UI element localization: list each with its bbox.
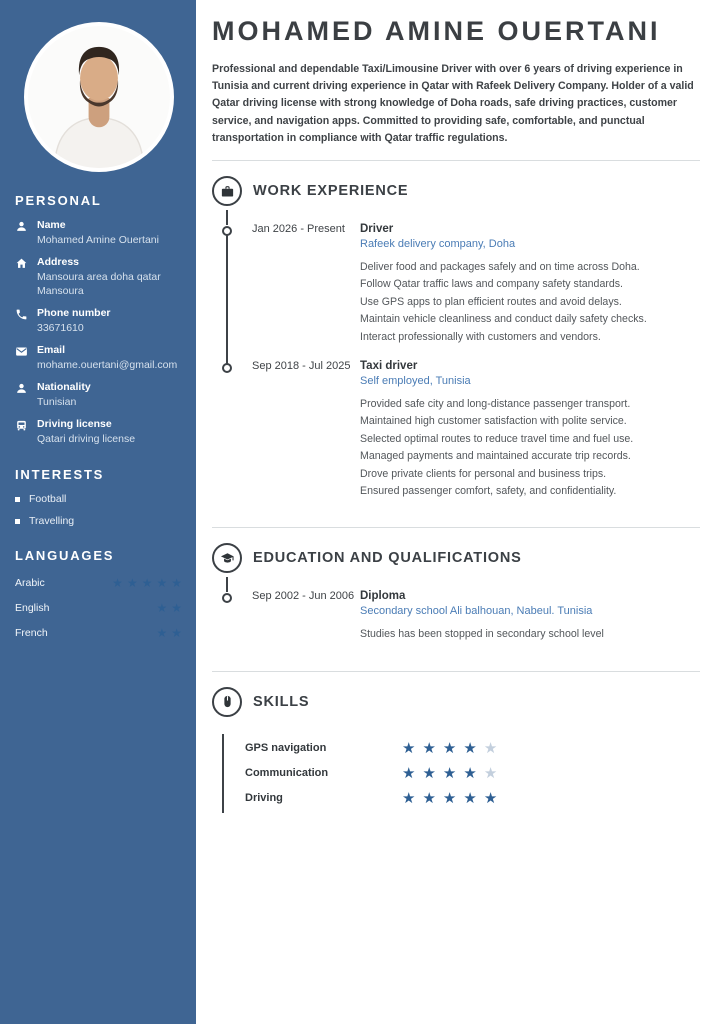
skill-name: Driving [245, 792, 283, 805]
star-icon: ★ [422, 789, 436, 807]
description-line: Deliver food and packages safely and on time across Doha. [360, 261, 640, 274]
entry-job-title: Driver [360, 223, 394, 236]
field-values [37, 395, 91, 409]
star-icon: ★ [156, 576, 168, 590]
entry-organization: Rafeek delivery company, Doha [360, 238, 516, 251]
interest-label: Football [29, 493, 67, 505]
user-icon [15, 382, 28, 409]
car-icon [15, 419, 28, 446]
star-icon: ★ [156, 601, 168, 615]
entry-dates: Sep 2002 - Jun 2006 [252, 590, 355, 603]
star-icon: ★ [483, 789, 498, 807]
field-values [37, 270, 161, 298]
entry-body [360, 360, 633, 500]
person-portrait-icon [28, 26, 170, 168]
entry-description [360, 259, 647, 346]
square-bullet-icon [15, 519, 20, 524]
skill-star-rating [402, 764, 504, 783]
star-icon: ★ [171, 626, 182, 640]
skill-row [245, 736, 700, 761]
work-entry [222, 223, 700, 360]
personal-field [15, 418, 182, 446]
skill-star-rating [402, 739, 504, 758]
field-value: Mansoura area doha qatar [37, 271, 161, 283]
personal-fields [15, 219, 182, 446]
language-name: French [15, 627, 48, 639]
interest-item [15, 515, 182, 527]
skill-row [245, 786, 700, 811]
field-values [37, 321, 111, 335]
graduation-cap-icon [212, 543, 242, 573]
star-icon: ★ [463, 764, 477, 782]
personal-field [15, 256, 182, 298]
languages-section-heading: LANGUAGES [15, 548, 115, 563]
language-row [15, 574, 182, 592]
star-icon: ★ [126, 576, 138, 590]
education-entry [222, 590, 700, 657]
personal-section-heading: PERSONAL [15, 193, 102, 208]
skills-list [222, 734, 700, 813]
divider [212, 527, 700, 528]
language-star-rating [108, 574, 182, 592]
star-icon: ★ [171, 601, 182, 615]
home-icon [15, 257, 28, 298]
sidebar [0, 0, 196, 1024]
languages-list [15, 574, 182, 642]
briefcase-icon [212, 176, 242, 206]
description-line: Interact professionally with customers and vendors. [360, 330, 601, 343]
star-icon: ★ [483, 764, 498, 782]
skill-name: Communication [245, 767, 329, 780]
candidate-name: MOHAMED AMINE OUERTANI [212, 16, 661, 46]
star-icon: ★ [402, 764, 416, 782]
entry-school: Secondary school Ali balhouan, Nabeul. Tunisia [360, 605, 593, 618]
description-line: Maintained high customer satisfaction with polite service. [360, 415, 627, 428]
skill-star-rating [402, 789, 504, 808]
description-line: Maintain vehicle cleanliness and conduct daily safety checks. [360, 313, 647, 326]
star-icon: ★ [402, 739, 416, 757]
user-icon [15, 220, 28, 247]
field-label: Phone number [37, 307, 111, 319]
description-line: Managed payments and maintained accurate trip records. [360, 450, 631, 463]
language-row [15, 599, 182, 617]
field-value: Tunisian [37, 396, 77, 408]
star-icon: ★ [463, 789, 477, 807]
entry-organization: Self employed, Tunisia [360, 375, 471, 388]
skill-name: GPS navigation [245, 742, 327, 755]
personal-field [15, 307, 182, 335]
star-icon: ★ [112, 576, 123, 590]
field-value: Mansoura [37, 285, 84, 297]
skills-section-header [212, 687, 700, 717]
interests-list [15, 493, 182, 527]
entry-body [360, 223, 647, 346]
language-star-rating [152, 624, 182, 642]
field-value: Qatari driving license [37, 433, 136, 445]
phone-icon [15, 308, 28, 335]
star-icon: ★ [422, 764, 436, 782]
field-value: 33671610 [37, 322, 84, 334]
interest-item [15, 493, 182, 505]
language-name: English [15, 602, 50, 614]
description-line: Studies has been stopped in secondary school level [360, 628, 604, 641]
field-label: Nationality [37, 381, 91, 393]
star-icon: ★ [141, 576, 153, 590]
work-entry [222, 360, 700, 514]
education-section-header [212, 543, 700, 573]
field-body [37, 418, 135, 446]
entry-dates: Jan 2026 - Present [252, 223, 345, 236]
field-label: Driving license [37, 418, 112, 430]
field-body [37, 344, 177, 372]
field-body [37, 381, 91, 409]
star-icon: ★ [171, 576, 182, 590]
entry-job-title: Taxi driver [360, 360, 418, 373]
field-values [37, 432, 135, 446]
description-line: Ensured passenger comfort, safety, and confidentiality. [360, 485, 617, 498]
description-line: Use GPS apps to plan efficient routes and avoid delays. [360, 295, 622, 308]
star-icon: ★ [463, 739, 477, 757]
work-section-header [212, 176, 700, 206]
envelope-icon [15, 345, 28, 372]
language-row [15, 624, 182, 642]
field-value: mohame.ouertani@gmail.com [37, 359, 178, 371]
entry-dates: Sep 2018 - Jul 2025 [252, 360, 351, 373]
star-icon: ★ [422, 739, 436, 757]
education-section-title: EDUCATION AND QUALIFICATIONS [253, 550, 522, 567]
skills-section-title: SKILLS [253, 693, 310, 710]
language-name: Arabic [15, 577, 45, 589]
interests-section-heading: INTERESTS [15, 467, 105, 482]
entry-description [360, 396, 633, 500]
entry-description [360, 626, 604, 643]
field-value: Mohamed Amine Ouertani [37, 234, 159, 246]
personal-field [15, 344, 182, 372]
star-icon: ★ [442, 764, 457, 782]
star-icon: ★ [402, 789, 416, 807]
main-content [196, 0, 724, 1024]
field-label: Name [37, 219, 66, 231]
entry-body [360, 590, 604, 643]
description-line: Provided safe city and long-distance passenger transport. [360, 398, 631, 411]
personal-field [15, 219, 182, 247]
language-star-rating [152, 599, 182, 617]
field-values [37, 233, 159, 247]
personal-field [15, 381, 182, 409]
divider [212, 671, 700, 672]
star-icon: ★ [442, 789, 457, 807]
work-timeline [222, 223, 700, 514]
entry-degree-title: Diploma [360, 590, 406, 603]
mouse-icon [212, 687, 242, 717]
star-icon: ★ [483, 739, 498, 757]
field-label: Email [37, 344, 66, 356]
description-line: Follow Qatar traffic laws and company safety standards. [360, 278, 624, 291]
field-body [37, 219, 159, 247]
field-body [37, 256, 161, 298]
description-line: Drove private clients for personal and business trips. [360, 467, 607, 480]
interest-label: Travelling [29, 515, 75, 527]
field-body [37, 307, 111, 335]
square-bullet-icon [15, 497, 20, 502]
profile-photo [24, 22, 174, 172]
star-icon: ★ [442, 739, 457, 757]
field-label: Address [37, 256, 80, 268]
work-section-title: WORK EXPERIENCE [253, 183, 409, 200]
skill-row [245, 761, 700, 786]
education-timeline [222, 590, 700, 657]
description-line: Selected optimal routes to reduce travel time and fuel use. [360, 432, 634, 445]
divider [212, 160, 700, 161]
star-icon: ★ [156, 626, 168, 640]
field-values [37, 358, 177, 372]
profile-summary: Professional and dependable Taxi/Limousine Driver with over 6 years of driving experience in Tunisia and current driving experience in Qatar with Rafeek Delivery Company. Holder of a valid Qatar driving license with strong knowledge of Doha roads, safe driving practices, customer service, and navigation apps. Committed to providing safe, comfortable, and punctual transportation in compliance with Qatar traffic regulations. [212, 63, 694, 144]
